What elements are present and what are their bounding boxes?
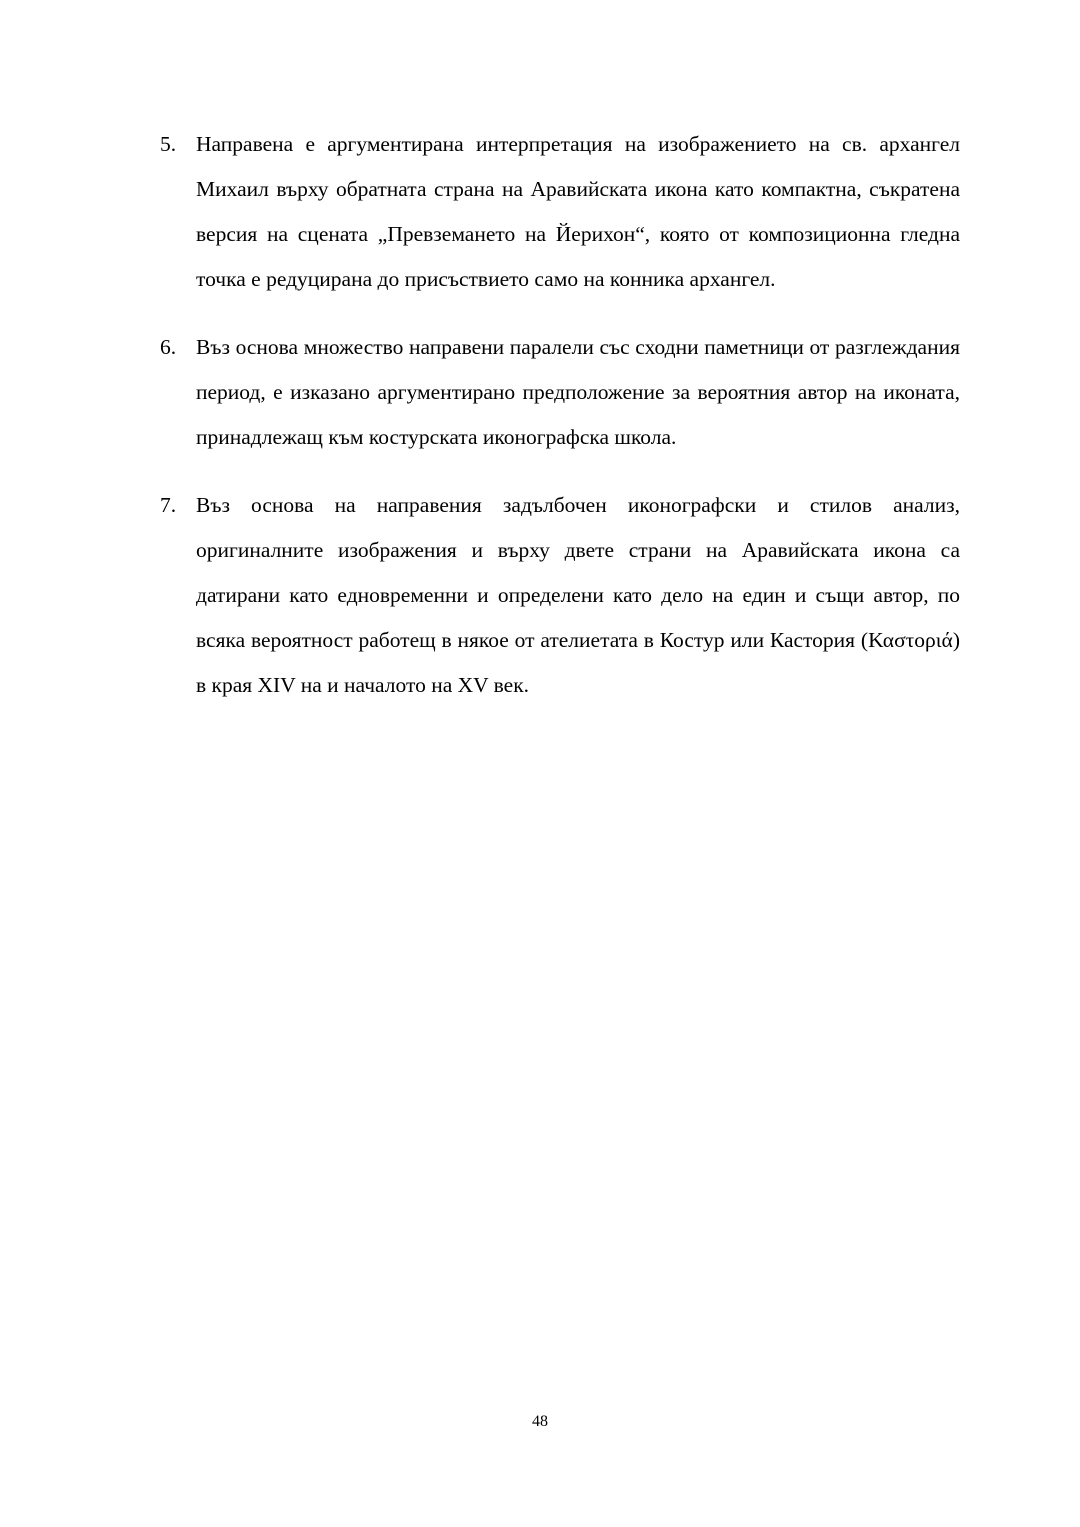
list-item-number: 7.: [160, 493, 177, 517]
list-item: [160, 122, 960, 302]
list-item-text: Направена е аргументирана интерпретация на изображението на св. архангел Михаил върху обратната страна на Аравийската икона като компактна, съкратена версия на сцената „Превземането на Йерихон“, която от композиционна гледна точка е редуцирана до присъствието само на конника архангел.: [196, 132, 960, 291]
list-item-number: 5.: [160, 132, 177, 156]
list-item-text: Въз основа множество направени паралели със сходни паметници от разглеждания период, е изказано аргументирано предположение за вероятния автор на иконата, принадлежащ към костурската иконографска школа.: [196, 335, 960, 449]
page-number: 48: [532, 1413, 548, 1430]
list-item: [160, 325, 960, 460]
numbered-list: [160, 122, 960, 731]
list-item: [160, 483, 960, 708]
list-item-number: 6.: [160, 335, 177, 359]
list-item-text: Въз основа на направения задълбочен иконографски и стилов анализ, оригиналните изображения и върху двете страни на Аравийската икона са датирани като едновременни и определени като дело на един и същи автор, по всяка вероятност работещ в някое от ателиетата в Костур или Кастория (Καστοριά) в края XIV на и началото на XV век.: [196, 493, 960, 697]
